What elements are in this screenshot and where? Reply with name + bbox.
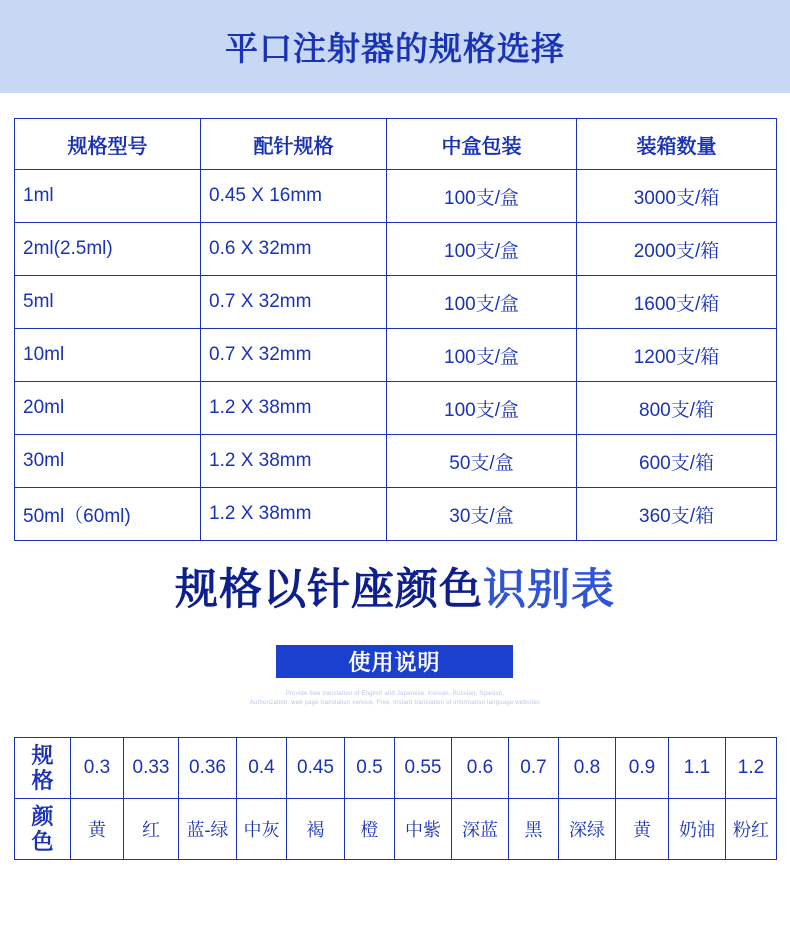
color-value: 褐 <box>287 799 345 860</box>
table-row <box>15 488 777 541</box>
cell-model: 50ml（60ml) <box>15 488 201 541</box>
page-title: 平口注射器的规格选择 <box>225 30 565 67</box>
cell-model: 2ml(2.5ml) <box>15 223 201 276</box>
cell-boxpack: 100支/盒 <box>387 170 577 223</box>
color-table-spec-row <box>15 738 777 799</box>
table-row <box>15 435 777 488</box>
cell-needle: 0.7 X 32mm <box>201 329 387 382</box>
spec-value: 1.2 <box>726 738 777 799</box>
color-value: 黄 <box>71 799 124 860</box>
table-row <box>15 223 777 276</box>
spec-value: 1.1 <box>669 738 726 799</box>
cell-needle: 0.7 X 32mm <box>201 276 387 329</box>
cell-boxpack: 100支/盒 <box>387 223 577 276</box>
column-header-needle: 配针规格 <box>201 119 387 170</box>
table-row <box>15 382 777 435</box>
usage-instruction-badge <box>276 645 513 678</box>
color-value: 奶油 <box>669 799 726 860</box>
color-value: 蓝-绿 <box>179 799 237 860</box>
spec-value: 0.55 <box>395 738 452 799</box>
row-label-color: 颜色 <box>15 799 71 860</box>
spec-value: 0.9 <box>616 738 669 799</box>
spec-value: 0.33 <box>124 738 179 799</box>
cell-cartonqty: 800支/箱 <box>577 382 777 435</box>
cell-cartonqty: 600支/箱 <box>577 435 777 488</box>
color-value: 粉红 <box>726 799 777 860</box>
spec-value: 0.7 <box>509 738 559 799</box>
color-table-color-row <box>15 799 777 860</box>
color-value: 橙 <box>345 799 395 860</box>
color-value: 中紫 <box>395 799 452 860</box>
cell-boxpack: 30支/盒 <box>387 488 577 541</box>
cell-cartonqty: 1600支/箱 <box>577 276 777 329</box>
cell-needle: 0.45 X 16mm <box>201 170 387 223</box>
color-value: 黄 <box>616 799 669 860</box>
column-header-boxpack: 中盒包装 <box>387 119 577 170</box>
cell-needle: 1.2 X 38mm <box>201 435 387 488</box>
cell-boxpack: 100支/盒 <box>387 276 577 329</box>
cell-cartonqty: 1200支/箱 <box>577 329 777 382</box>
cell-model: 20ml <box>15 382 201 435</box>
fineprint-line-2: Authorization: web page translation service, Free, instant translation of information language websites <box>249 700 541 706</box>
cell-boxpack: 100支/盒 <box>387 382 577 435</box>
color-value: 中灰 <box>237 799 287 860</box>
cell-cartonqty: 3000支/箱 <box>577 170 777 223</box>
spec-value: 0.36 <box>179 738 237 799</box>
fineprint-block <box>0 690 790 708</box>
color-value: 深蓝 <box>452 799 509 860</box>
spec-value: 0.8 <box>559 738 616 799</box>
cell-cartonqty: 360支/箱 <box>577 488 777 541</box>
table-header-row <box>15 119 777 170</box>
needle-color-table <box>14 737 777 860</box>
cell-needle: 1.2 X 38mm <box>201 488 387 541</box>
cell-boxpack: 50支/盒 <box>387 435 577 488</box>
table-row <box>15 170 777 223</box>
spec-value: 0.3 <box>71 738 124 799</box>
row-label-spec: 规格 <box>15 738 71 799</box>
usage-instruction-label: 使用说明 <box>348 650 441 675</box>
color-value: 黑 <box>509 799 559 860</box>
spec-value: 0.45 <box>287 738 345 799</box>
cell-needle: 1.2 X 38mm <box>201 382 387 435</box>
table-row <box>15 276 777 329</box>
spec-value: 0.5 <box>345 738 395 799</box>
column-header-model: 规格型号 <box>15 119 201 170</box>
header-banner <box>0 0 790 93</box>
specification-table <box>14 118 777 541</box>
cell-cartonqty: 2000支/箱 <box>577 223 777 276</box>
spec-value: 0.4 <box>237 738 287 799</box>
cell-model: 5ml <box>15 276 201 329</box>
headline-part-primary: 规格以针座颜色 <box>175 566 483 614</box>
headline-part-secondary: 识别表 <box>483 566 615 614</box>
column-header-cartonqty: 装箱数量 <box>577 119 777 170</box>
table-row <box>15 329 777 382</box>
cell-model: 10ml <box>15 329 201 382</box>
fineprint-line-1: Provide free translation of English and Japanese, Korean, Russian, Spanish, <box>285 691 505 697</box>
cell-boxpack: 100支/盒 <box>387 329 577 382</box>
section-headline <box>0 556 790 617</box>
cell-model: 30ml <box>15 435 201 488</box>
cell-needle: 0.6 X 32mm <box>201 223 387 276</box>
color-value: 红 <box>124 799 179 860</box>
cell-model: 1ml <box>15 170 201 223</box>
color-value: 深绿 <box>559 799 616 860</box>
spec-value: 0.6 <box>452 738 509 799</box>
